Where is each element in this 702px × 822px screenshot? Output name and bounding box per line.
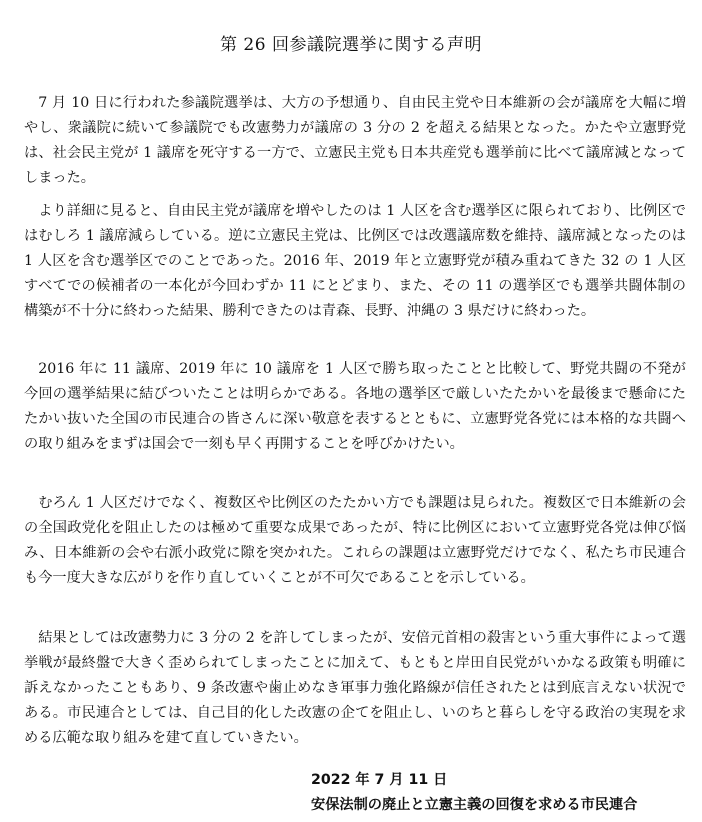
- paragraph-3: 2016 年に 11 議席、2019 年に 10 議席を 1 人区で勝ち取ったことと比較して、野党共闘の不発が今回の選挙結果に結びついたことは明らかである。各地の選挙区で厳しいたたかいを最後まで懸命にたたかい抜いた全国の市民連合の皆さんに深い敬意を表するとともに、立憲野党各党には本格的な共闘への取り組みをまずは国会で一刻も早く再開することを呼びかけたい。: [24, 361, 686, 452]
- paragraph-5: 結果としては改憲勢力に 3 分の 2 を許してしまったが、安倍元首相の殺害という重大事件によって選挙戦が最終盤で大きく歪められてしまったことに加えて、もともと岸田自民党がいかなる政策も明確に訴えなかったこともあり、9 条改憲や歯止めなき軍事力強化路線が信任されたとは到底言えない状況である。市民連合としては、自己目的化した改憲の企てを阻止し、いのちと暮らしを守る政治の実現を求める広範な取り組みを建て直していきたい。: [24, 630, 686, 746]
- document-title: 第 26 回参議院選挙に関する声明: [220, 35, 482, 55]
- paragraph-2: より詳細に見ると、自由民主党が議席を増やしたのは 1 人区を含む選挙区に限られており、比例区ではむしろ 1 議席減らしている。逆に立憲民主党は、比例区では改選議席数を維持、議席減となったのは 1 人区を含む選挙区でのことであった。2016 年、2019 年と立憲野党が積み重ねてきた 32 の 1 人区すべてでの候補者の一本化が今回わずか 11 にとどまり、また、その 11 の選挙区でも選挙共闘体制の構築が不十分に終わった結果、勝利できたのは青森、長野、沖縄の 3 県だけに終わった。: [24, 203, 686, 319]
- statement-date: 2022 年 7 月 11 日: [311, 772, 448, 788]
- signatory-organization: 安保法制の廃止と立憲主義の回復を求める市民連合: [311, 797, 638, 813]
- paragraph-1: 7 月 10 日に行われた参議院選挙は、大方の予想通り、自由民主党や日本維新の会が議席を大幅に増やし、衆議院に続いて参議院でも改憲勢力が議席の 3 分の 2 を超える結果となった。かたや立憲野党は、社会民主党が 1 議席を死守する一方で、立憲民主党も日本共産党も選挙前に比べて議席減となってしまった。: [24, 95, 686, 186]
- paragraph-4: むろん 1 人区だけでなく、複数区や比例区のたたかい方でも課題は見られた。複数区で日本維新の会の全国政党化を阻止したのは極めて重要な成果であったが、特に比例区において立憲野党各党は伸び悩み、日本維新の会や右派小政党に隙を突かれた。これらの課題は立憲野党だけでなく、私たち市民連合も今一度大きな広がりを作り直していくことが不可欠であることを示している。: [24, 495, 686, 586]
